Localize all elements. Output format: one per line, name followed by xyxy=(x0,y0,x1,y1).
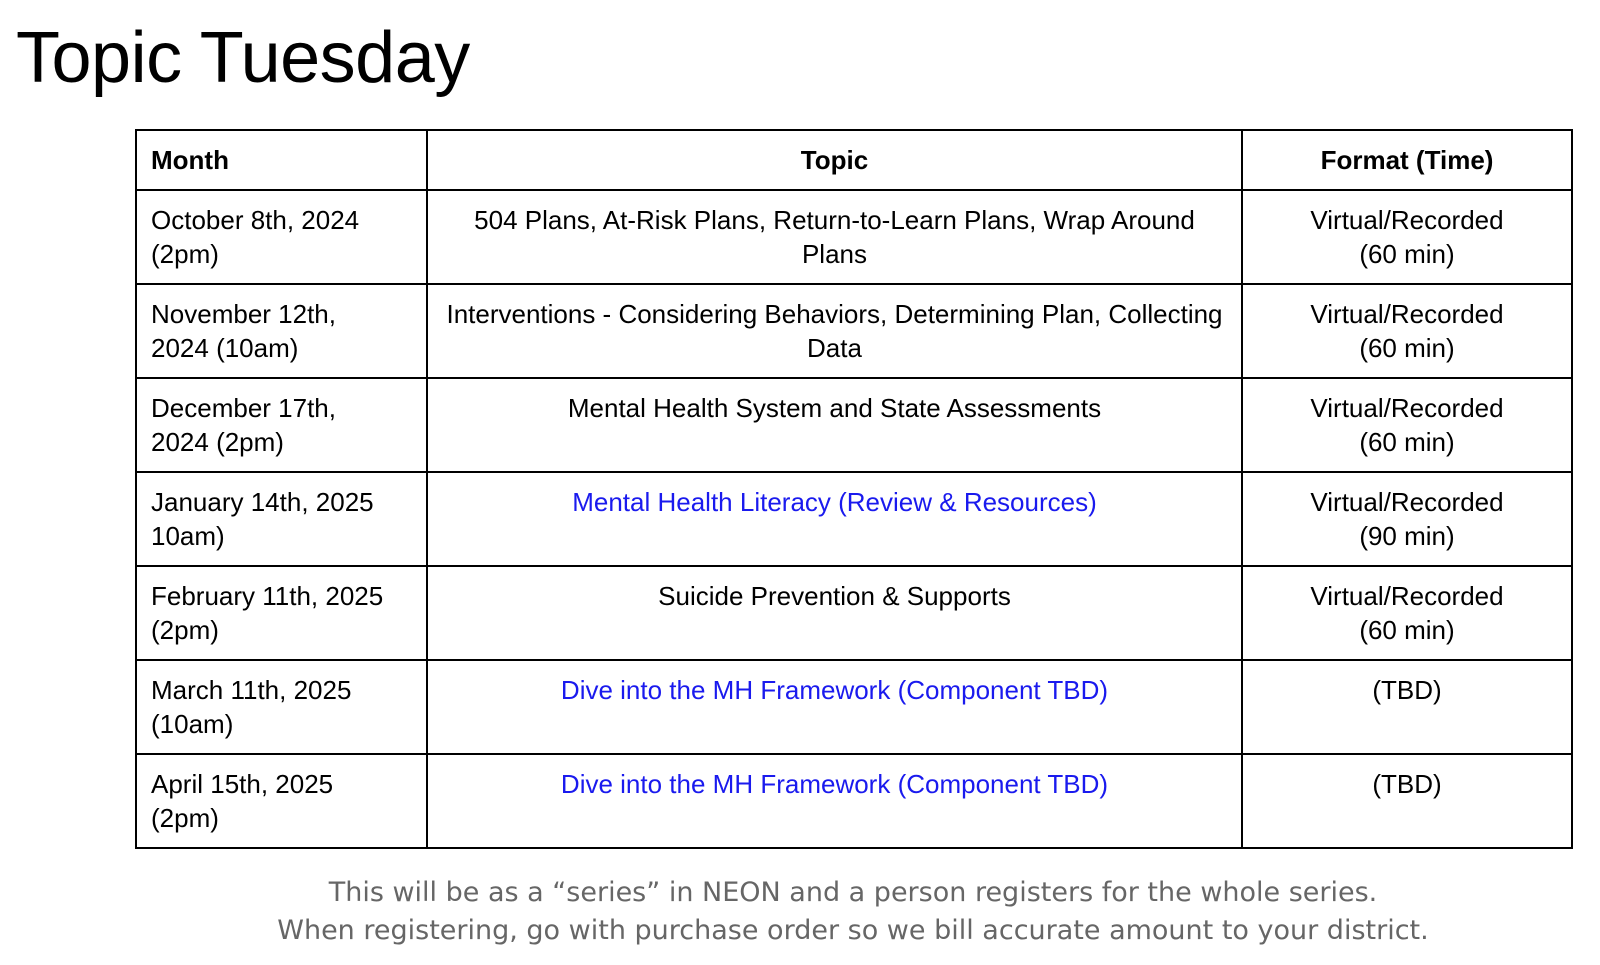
month-date: October 8th, 2024 xyxy=(151,205,360,235)
format-type: Virtual/Recorded xyxy=(1310,393,1504,423)
topic-cell: 504 Plans, At-Risk Plans, Return-to-Learn Plans, Wrap Around Plans xyxy=(427,190,1242,284)
schedule-table xyxy=(135,129,1573,849)
table-row xyxy=(136,190,1572,284)
table-row xyxy=(136,472,1572,566)
format-cell xyxy=(1242,566,1572,660)
format-type: (TBD) xyxy=(1372,769,1442,799)
month-date: February 11th, 2025 xyxy=(151,581,384,611)
format-type: (TBD) xyxy=(1372,675,1442,705)
format-type: Virtual/Recorded xyxy=(1310,581,1504,611)
table-row xyxy=(136,284,1572,378)
topic-column-header: Topic xyxy=(427,130,1242,190)
topic-cell xyxy=(427,660,1242,754)
month-cell xyxy=(136,378,427,472)
month-cell xyxy=(136,566,427,660)
month-date: December 17th, xyxy=(151,393,336,423)
format-duration: (60 min) xyxy=(1359,333,1455,363)
month-date: January 14th, 2025 xyxy=(151,487,374,517)
month-cell xyxy=(136,284,427,378)
format-type: Virtual/Recorded xyxy=(1310,299,1504,329)
month-date: November 12th, xyxy=(151,299,336,329)
table-row xyxy=(136,566,1572,660)
month-cell xyxy=(136,660,427,754)
month-time: 2024 (2pm) xyxy=(151,427,284,457)
month-time: (2pm) xyxy=(151,803,219,833)
format-type: Virtual/Recorded xyxy=(1310,205,1504,235)
month-time: (2pm) xyxy=(151,239,219,269)
format-type: Virtual/Recorded xyxy=(1310,487,1504,517)
format-duration: (60 min) xyxy=(1359,615,1455,645)
month-date: April 15th, 2025 xyxy=(151,769,334,799)
month-time: 2024 (10am) xyxy=(151,333,299,363)
format-cell xyxy=(1242,284,1572,378)
month-cell xyxy=(136,754,427,848)
format-duration: (90 min) xyxy=(1359,521,1455,551)
table-header-row xyxy=(136,130,1572,190)
page-title: Topic Tuesday xyxy=(16,18,470,98)
format-cell xyxy=(1242,754,1572,848)
footer-note xyxy=(135,874,1571,950)
month-time: (10am) xyxy=(151,709,234,739)
table-row xyxy=(136,660,1572,754)
topic-cell: Interventions - Considering Behaviors, Determining Plan, Collecting Data xyxy=(427,284,1242,378)
month-time: 10am) xyxy=(151,521,225,551)
topic-cell xyxy=(427,472,1242,566)
topic-cell: Suicide Prevention & Supports xyxy=(427,566,1242,660)
month-time: (2pm) xyxy=(151,615,219,645)
topic-cell: Mental Health System and State Assessments xyxy=(427,378,1242,472)
format-cell xyxy=(1242,660,1572,754)
topic-link[interactable]: Dive into the MH Framework (Component TBD) xyxy=(560,675,1109,705)
footer-note-line: This will be as a “series” in NEON and a person registers for the whole series. xyxy=(328,877,1378,908)
footer-note-line: When registering, go with purchase order so we bill accurate amount to your district. xyxy=(277,915,1429,946)
month-column-header: Month xyxy=(136,130,427,190)
format-cell xyxy=(1242,472,1572,566)
month-cell xyxy=(136,190,427,284)
topic-cell xyxy=(427,754,1242,848)
format-cell xyxy=(1242,378,1572,472)
topic-link[interactable]: Dive into the MH Framework (Component TBD) xyxy=(560,769,1109,799)
topic-link[interactable]: Mental Health Literacy (Review & Resources) xyxy=(572,487,1097,517)
month-cell xyxy=(136,472,427,566)
format-duration: (60 min) xyxy=(1359,427,1455,457)
table-row xyxy=(136,378,1572,472)
table-row xyxy=(136,754,1572,848)
month-date: March 11th, 2025 xyxy=(151,675,352,705)
format-column-header: Format (Time) xyxy=(1242,130,1572,190)
format-cell xyxy=(1242,190,1572,284)
format-duration: (60 min) xyxy=(1359,239,1455,269)
